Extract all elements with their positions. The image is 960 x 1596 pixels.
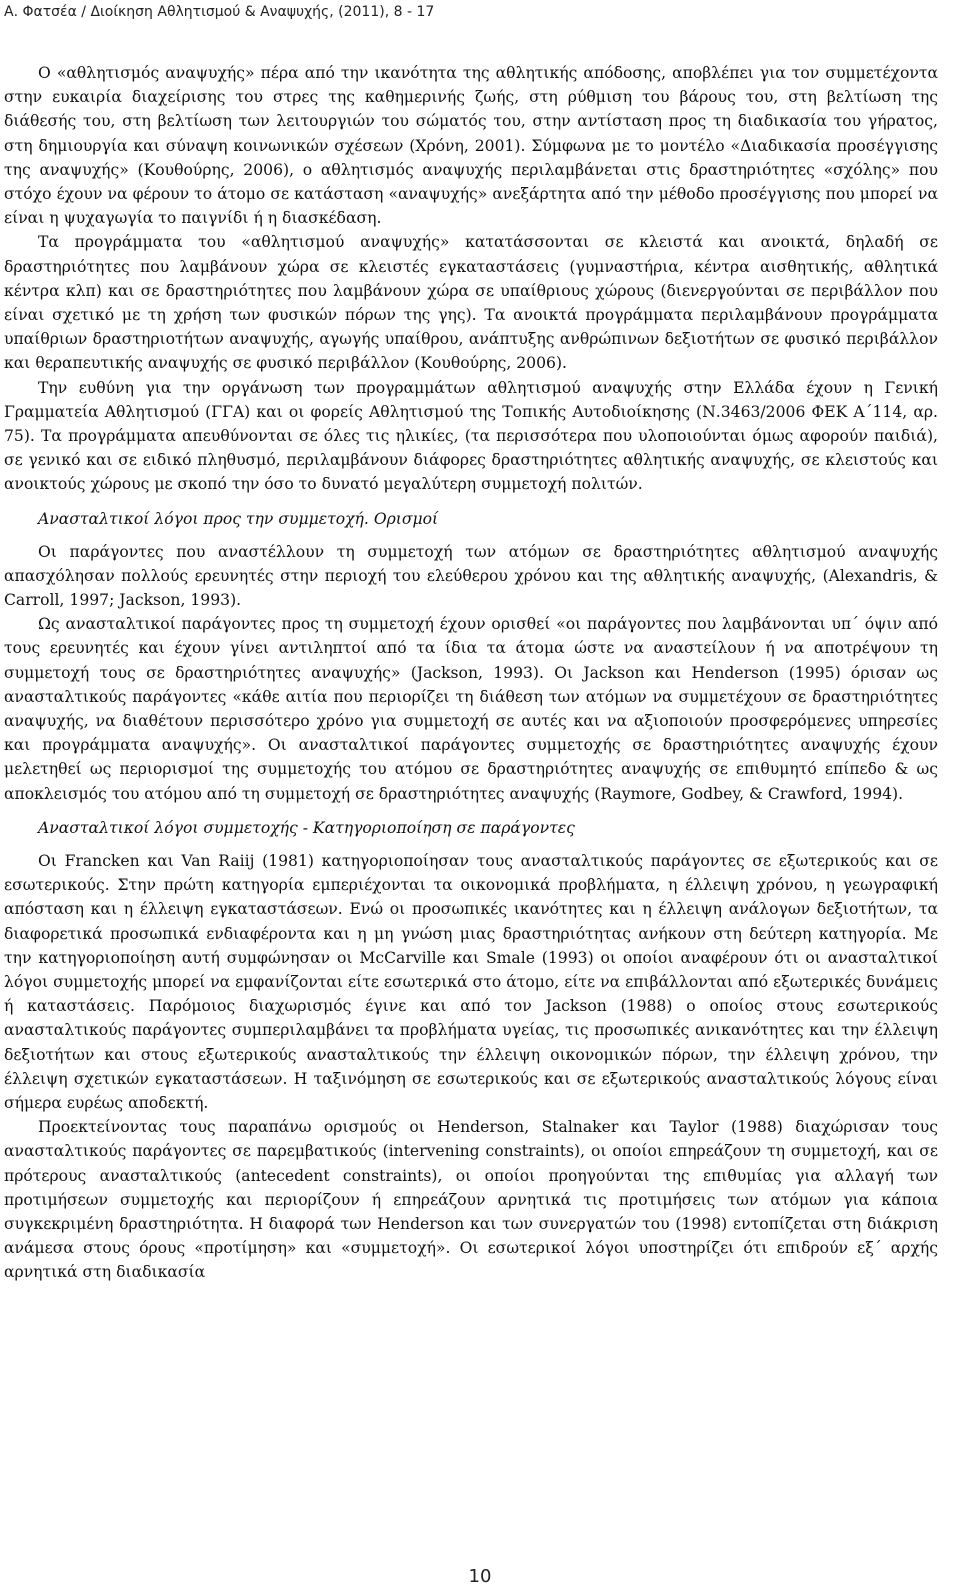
section-heading: Ανασταλτικοί λόγοι προς την συμμετοχή. Ορισμοί [38,509,439,528]
page-number: 10 [468,1566,492,1587]
paragraph: Τα προγράμματα του «αθλητισμού αναψυχής» κατατάσσονται σε κλειστά και ανοικτά, δηλαδή σε δραστηριότητες που λαμβάνουν χώρα σε κλειστές εγκαταστάσεις (γυμναστήρια, κέντρα αισθητικής, αθλητικά κέντρα κλπ) και σε δραστηριότητες που λαμβάνουν χώρα σε υπαίθριους χώρους (διενεργούνται σε περιβάλλον που είναι σχετικό με τη χρήση των φυσικών πόρων της γης). Τα ανοικτά προγράμματα περιλαμβάνουν προγράμματα υπαίθριων δραστηριοτήτων αναψυχής, αγωγής υπαίθρου, ανάπτυξης ανθρώπινων δεξιοτήτων σε φυσικό περιβάλλον και θεραπευτικής αναψυχής σε φυσικό περιβάλλον (Κουθούρης, 2006). [4,233,938,373]
paragraph: Προεκτείνοντας τους παραπάνω ορισμούς οι Henderson, Stalnaker και Taylor (1988) διαχώρισαν τους ανασταλτικούς παράγοντες σε παρεμβατικούς (intervening constraints), οι οποίοι επηρεάζουν τη συμμετοχή, και σε πρότερους ανασταλτικούς (antecedent constraints), οι οποίοι προηγούνται της επιθυμίας για αλλαγή των προτιμήσεων συμμετοχής και περιορίζουν ή επηρεάζουν αρνητικά τις προτιμήσεις των ατόμων για κάποια συγκεκριμένη δραστηριότητα. Η διαφορά των Henderson και των συνεργατών του (1998) εντοπίζεται στη διάκριση ανάμεσα στους όρους «προτίμηση» και «συμμετοχή». Οι εσωτερικοί λόγοι υποστηρίζει ότι επιδρούν εξ΄ αρχής αρνητικά στη διαδικασία [4,1118,938,1282]
paragraph: Οι Francken και Van Raiij (1981) κατηγοριοποίησαν τους ανασταλτικούς παράγοντες σε εξωτερικούς και σε εσωτερικούς. Στην πρώτη κατηγορία εμπεριέχονται τα οικονομικά προβλήματα, η έλλειψη χρόνου, η γεωγραφική απόσταση και η έλλειψη εγκαταστάσεων. Ενώ οι προσωπικές ικανότητες και η έλλειψη ανάλογων δεξιοτήτων, τα διαφορετικά προσωπικά ενδιαφέροντα και η μη γνώση μιας δραστηριότητας ανήκουν στη δεύτερη κατηγορία. Με την κατηγοριοποίηση αυτή συμφώνησαν οι McCarville και Smale (1993) οι οποίοι αναφέρουν ότι οι ανασταλτικοί λόγοι συμμετοχής μπορεί να εμφανίζονται είτε εσωτερικά στο άτομο, είτε να επιβάλλονται από εξωτερικές δυνάμεις ή καταστάσεις. Παρόμοιος διαχωρισμός έγινε και από τον Jackson (1988) ο οποίος στους εσωτερικούς ανασταλτικούς παράγοντες συμπεριλαμβάνει τα προβλήματα υγείας, τις προσωπικές ανικανότητες και την έλλειψη δεξιοτήτων και στους εξωτερικούς ανασταλτικούς την έλλειψη οικονομικών πόρων, την έλλειψη χρόνου, την έλλειψη σχετικών εγκαταστάσεων. Η ταξινόμηση σε εσωτερικούς και σε εξωτερικούς ανασταλτικούς λόγους είναι σήμερα ευρέως αποδεκτή. [4,851,938,1112]
paragraph: Ως ανασταλτικοί παράγοντες προς τη συμμετοχή έχουν ορισθεί «οι παράγοντες που λαμβάνονται υπ΄ όψιν από τους ερευνητές και έχουν γίνει αντιληπτοί από τα ίδια τα άτομα ώστε να αναστείλουν ή να αποτρέψουν τη συμμετοχή τους σε δραστηριότητες αναψυχής» (Jackson, 1993). Οι Jackson και Henderson (1995) όρισαν ως ανασταλτικούς παράγοντες «κάθε αιτία που περιορίζει τη διάθεση των ατόμων να συμμετέχουν σε δραστηριότητες αναψυχής, να διαθέτουν περισσότερο χρόνο για συμμετοχή σε αυτές και να αξιοποιούν προσφερόμενες υπηρεσίες και προγράμματα αναψυχής». Οι ανασταλτικοί παράγοντες συμμετοχής σε δραστηριότητες αναψυχής έχουν μελετηθεί ως περιορισμοί της συμμετοχής του ατόμου σε δραστηριότητες αναψυχής σε επιθυμητό επίπεδο & ως αποκλεισμός του ατόμου από τη συμμετοχή σε δραστηριότητες αναψυχής (Raymore, Godbey, & Crawford, 1994). [4,615,938,803]
running-header: Α. Φατσέα / Διοίκηση Αθλητισμού & Αναψυχής, (2011), 8 - 17 [4,4,435,20]
paragraph: Οι παράγοντες που αναστέλλουν τη συμμετοχή των ατόμων σε δραστηριότητες αθλητισμού αναψυχής απασχόλησαν πολλούς ερευνητές στην περιοχή του ελεύθερου χρόνου και της αθλητικής αναψυχής, (Alexandris, & Carroll, 1997; Jackson, 1993). [4,542,938,610]
paragraph: Την ευθύνη για την οργάνωση των προγραμμάτων αθλητισμού αναψυχής στην Ελλάδα έχουν η Γενική Γραμματεία Αθλητισμού (ΓΓΑ) και οι φορείς Αθλητισμού της Τοπικής Αυτοδιοίκησης (Ν.3463/2006 ΦΕΚ Α΄114, αρ. 75). Τα προγράμματα απευθύνονται σε όλες τις ηλικίες, (τα περισσότερα που υλοποιούνται όμως αφορούν παιδιά), σε γενικό και σε ειδικό πληθυσμό, περιλαμβάνουν διάφορες δραστηριότητες αθλητικής αναψυχής, σε κλειστούς και ανοικτούς χώρους με σκοπό την όσο το δυνατό μεγαλύτερη συμμετοχή πολιτών. [4,378,938,494]
paragraph: Ο «αθλητισμός αναψυχής» πέρα από την ικανότητα της αθλητικής απόδοσης, αποβλέπει για τον συμμετέχοντα στην ευκαιρία διαχείρισης του στρες της καθημερινής ζωής, στη ρύθμιση του βάρους του, στη βελτίωση της διάθεσής του, στη βελτίωση των λειτουργιών του σώματός του, στην αντίσταση προς τη διαδικασία του γήρατος, στη δημιουργία και σύναψη κοινωνικών σχέσεων (Χρόνη, 2001). Σύμφωνα με το μοντέλο «Διαδικασία προσέγγισης της αναψυχής» (Κουθούρης, 2006), ο αθλητισμός αναψυχής περιλαμβάνεται στις δραστηριότητες «σχόλης» που στόχο έχουν να φέρουν το άτομο σε κατάσταση «αναψυχής» ανεξάρτητα από την μέθοδο προσέγγισης που μπορεί να είναι η ψυχαγωγία το παιγνίδι ή η διασκέδαση. [4,64,938,228]
article-body [4,61,938,1285]
section-heading: Ανασταλτικοί λόγοι συμμετοχής - Κατηγοριοποίηση σε παράγοντες [38,818,575,837]
